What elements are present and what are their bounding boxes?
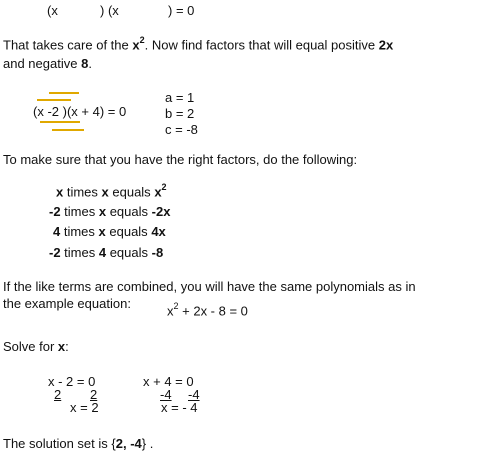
left-solution-line-2a: 2 [54, 387, 62, 402]
top-equation-group-3: ) = 0 [168, 3, 195, 18]
check-intro: To make sure that you have the right factors, do the following: [3, 152, 358, 167]
example-polynomial: $x^2 + 2x - 8 = 0$ [167, 301, 248, 319]
check-row: x times x equals $x^2$ [56, 182, 167, 200]
check-row: 4 times x equals 4x [53, 224, 166, 239]
combine-line-2: the example equation: [3, 296, 131, 311]
coefficient-c: c = -8 [165, 122, 198, 137]
right-solution-line-2b: -4 [188, 387, 200, 402]
left-solution-line-1: x - 2 = 0 [48, 374, 96, 389]
coefficient-b: b = 2 [165, 106, 195, 121]
intro-line-1: That takes care of the $x^2$. Now find factors that will equal positive 2x [3, 35, 394, 53]
combine-line-1: If the like terms are combined, you will have the same polynomials as in [3, 279, 416, 294]
coefficient-a: a = 1 [165, 90, 195, 105]
left-solution-line-2b: 2 [90, 387, 98, 402]
highlight-mark-top [49, 92, 79, 94]
highlight-mark-lower [40, 121, 80, 123]
right-solution-line-1: x + 4 = 0 [143, 374, 194, 389]
intro-line-2: and negative 8. [3, 56, 92, 71]
top-equation-group-1: (x [47, 3, 58, 18]
highlight-mark-bottom [52, 129, 84, 131]
check-row: -2 times x equals -2x [49, 204, 171, 219]
top-equation-group-2: ) (x [100, 3, 119, 18]
highlight-mark-upper [37, 99, 71, 101]
factored-equation: (x -2 )(x + 4) = 0 [33, 104, 127, 119]
solve-heading: Solve for x: [3, 339, 69, 354]
right-solution-line-2a: -4 [160, 387, 172, 402]
solution-set: The solution set is {2, -4} . [3, 436, 154, 451]
right-solution-result: x = - 4 [161, 400, 198, 415]
check-row: -2 times 4 equals -8 [49, 245, 164, 260]
left-solution-result: x = 2 [70, 400, 99, 415]
